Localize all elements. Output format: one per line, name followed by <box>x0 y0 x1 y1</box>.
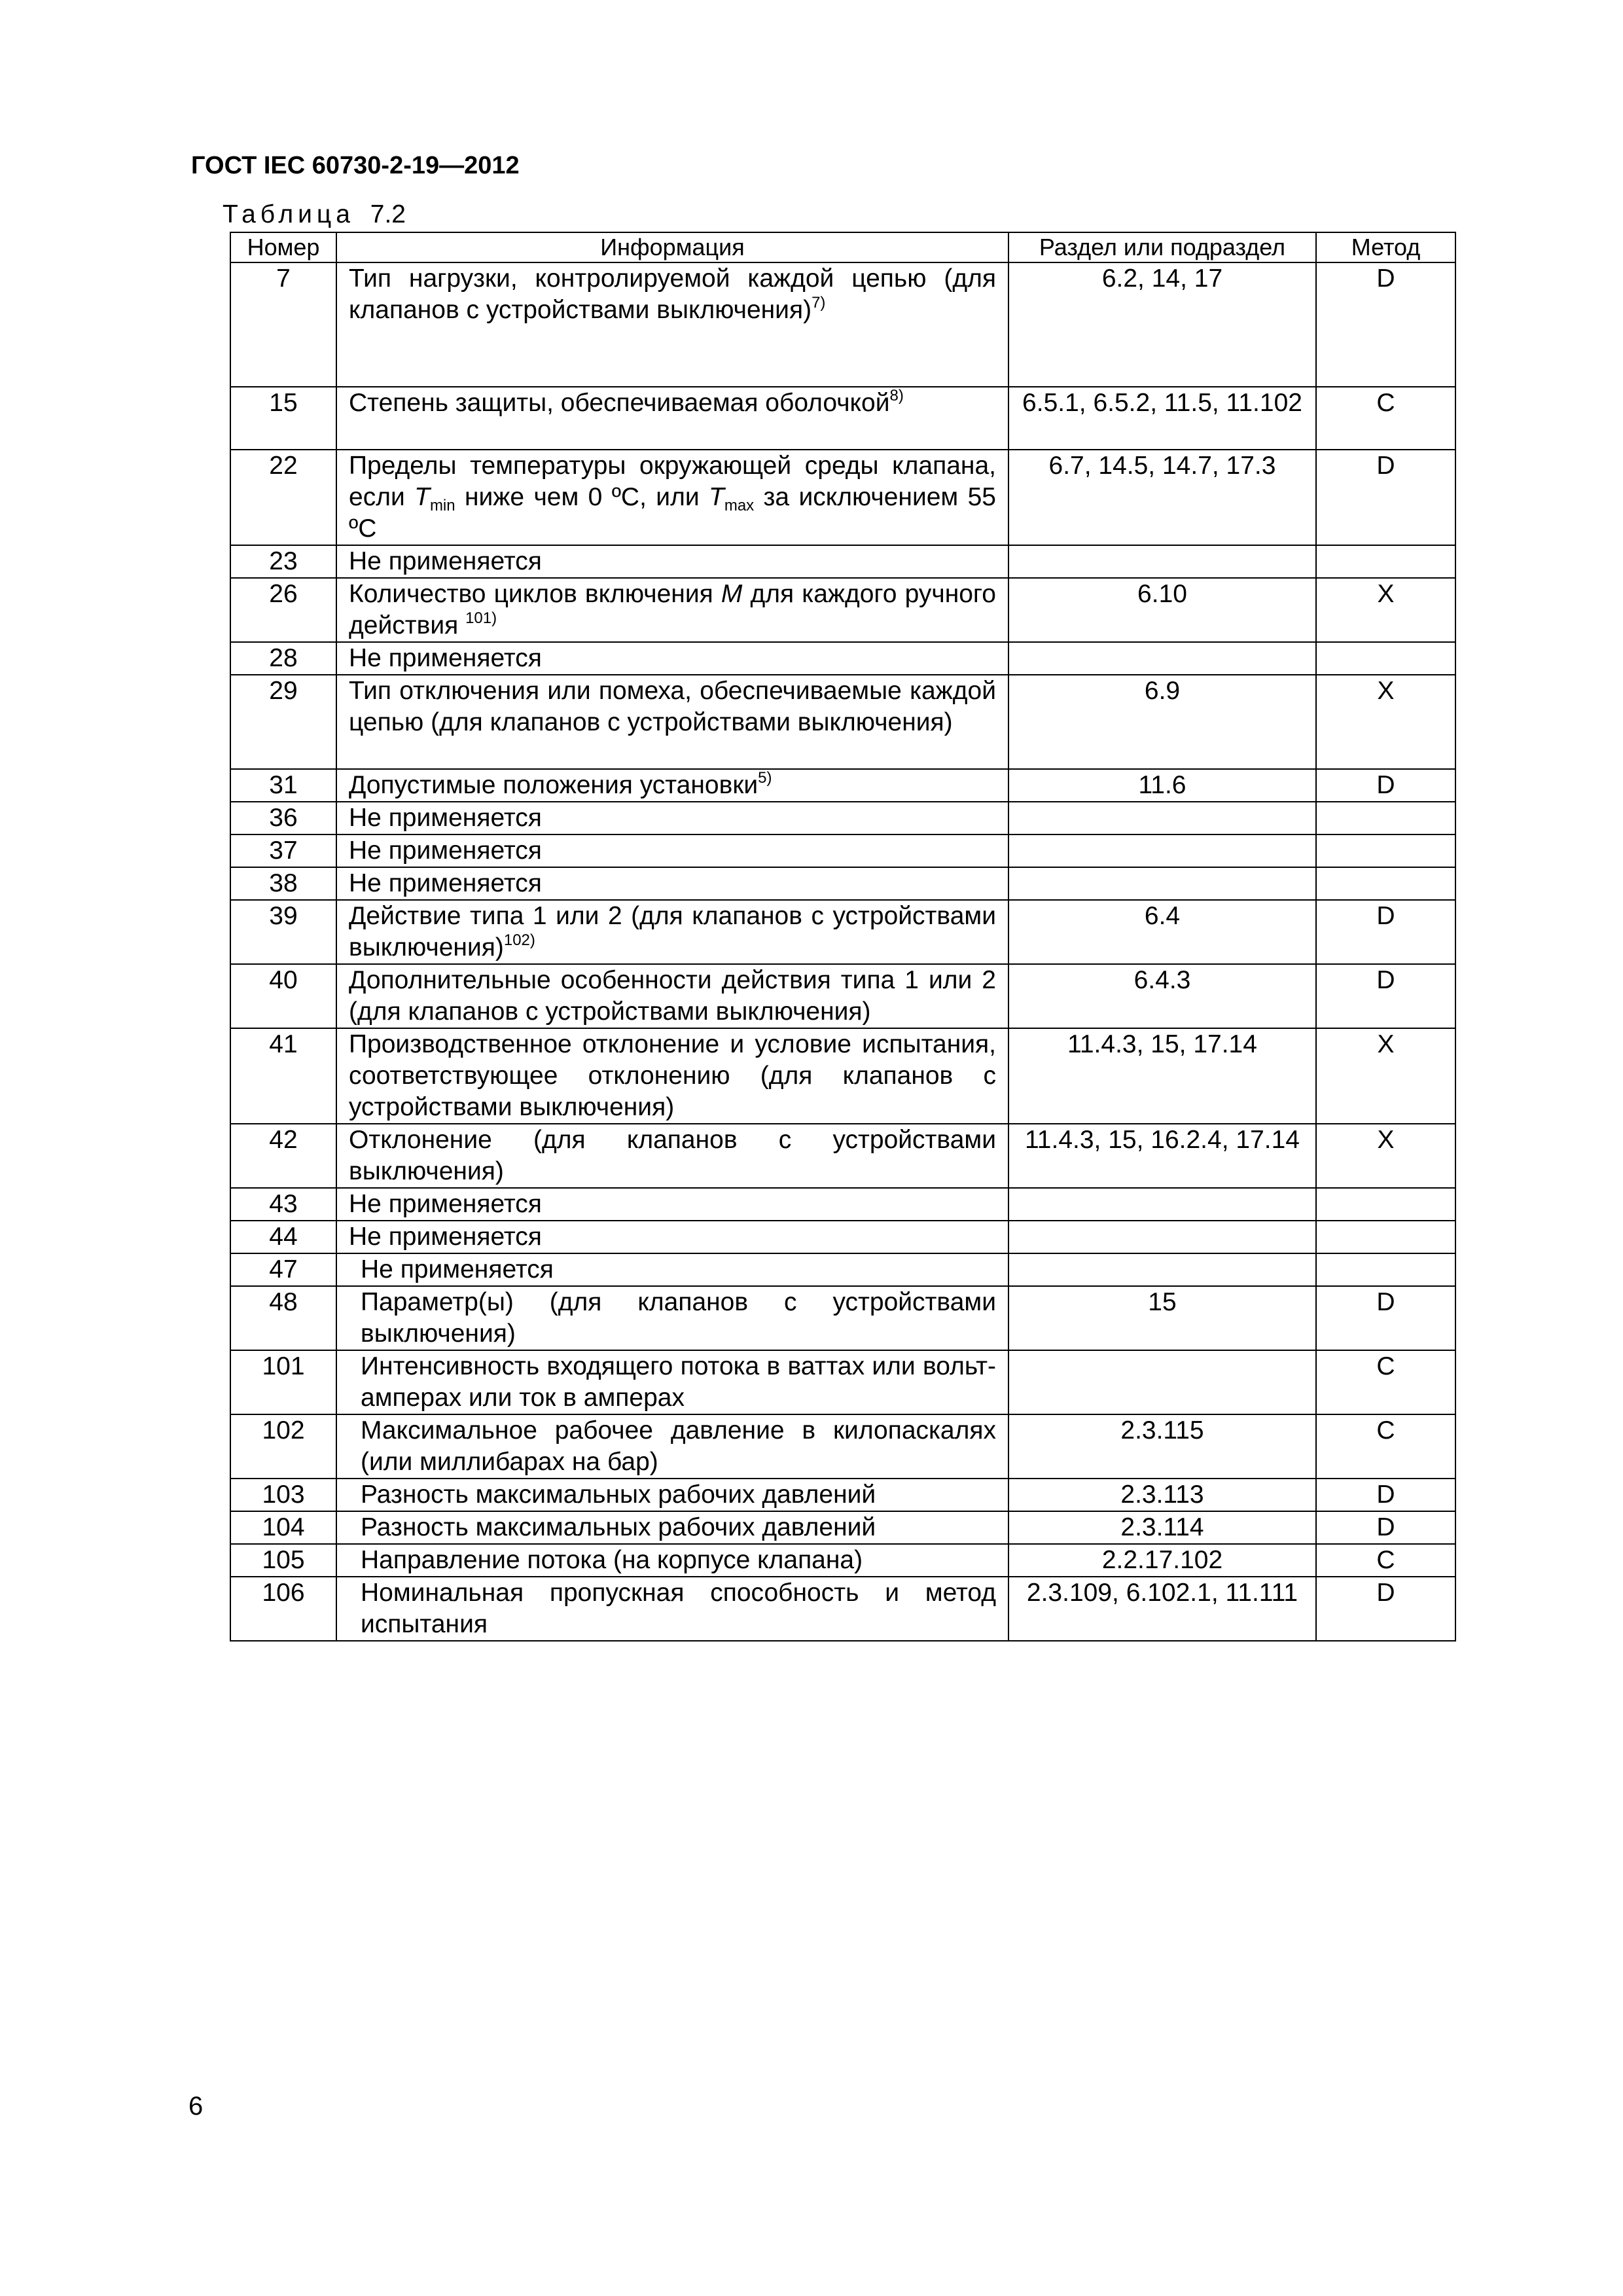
row-information-cell <box>336 450 1008 545</box>
row-method-cell <box>1316 642 1455 675</box>
info-text: Производственное отклонение и условие испытания, соответствующее отклонению (для клапанов с устройствами выключения) <box>349 1030 996 1121</box>
row-number-cell: 101 <box>230 1350 336 1414</box>
row-number-cell: 7 <box>230 262 336 387</box>
row-section-cell <box>1008 1221 1316 1253</box>
row-method-cell: C <box>1316 1414 1455 1479</box>
italic-symbol: T <box>414 483 430 511</box>
row-number-cell: 102 <box>230 1414 336 1479</box>
row-section-cell <box>1008 802 1316 834</box>
row-method-cell <box>1316 834 1455 867</box>
table-row <box>230 387 1455 450</box>
italic-symbol: T <box>709 483 724 511</box>
row-number-cell: 38 <box>230 867 336 900</box>
column-header-information: Информация <box>336 232 1008 262</box>
row-number-cell: 23 <box>230 545 336 578</box>
footnote-ref: 102) <box>503 931 535 949</box>
info-text: Не применяется <box>349 869 542 897</box>
row-information-cell <box>336 1544 1008 1577</box>
info-text: Не применяется <box>349 1190 542 1218</box>
info-text: Не применяется <box>349 804 542 832</box>
info-text: Интенсивность входящего потока в ваттах или вольт-амперах или ток в амперах <box>361 1352 996 1412</box>
table-row <box>230 262 1455 387</box>
row-section-cell: 6.4 <box>1008 900 1316 964</box>
table-row <box>230 675 1455 769</box>
footnote-ref: 7) <box>812 294 826 312</box>
row-information-cell <box>336 1479 1008 1511</box>
column-header-method: Метод <box>1316 232 1455 262</box>
row-section-cell: 2.3.113 <box>1008 1479 1316 1511</box>
row-section-cell <box>1008 867 1316 900</box>
row-number-cell: 41 <box>230 1028 336 1124</box>
row-method-cell <box>1316 867 1455 900</box>
row-information-cell <box>336 1028 1008 1124</box>
row-information-cell <box>336 1286 1008 1350</box>
row-section-cell <box>1008 834 1316 867</box>
table-row <box>230 450 1455 545</box>
document-header: ГОСТ IEC 60730-2-19—2012 <box>191 152 520 179</box>
info-text: Тип отключения или помеха, обеспечиваемые каждой цепью (для клапанов с устройствами выключения) <box>349 677 996 736</box>
table-row <box>230 964 1455 1028</box>
row-information-cell <box>336 867 1008 900</box>
table-row <box>230 834 1455 867</box>
row-information-cell <box>336 578 1008 642</box>
row-section-cell: 6.9 <box>1008 675 1316 769</box>
row-section-cell: 15 <box>1008 1286 1316 1350</box>
table-row <box>230 1028 1455 1124</box>
row-method-cell: C <box>1316 387 1455 450</box>
info-text: Тип нагрузки, контролируемой каждой цепью (для клапанов с устройствами выключения) <box>349 264 996 324</box>
info-text: Не применяется <box>349 836 542 865</box>
row-number-cell: 29 <box>230 675 336 769</box>
row-section-cell: 2.2.17.102 <box>1008 1544 1316 1577</box>
row-number-cell: 43 <box>230 1188 336 1221</box>
row-method-cell: X <box>1316 578 1455 642</box>
row-number-cell: 28 <box>230 642 336 675</box>
footnote-ref: 101) <box>465 609 497 627</box>
info-text: ниже чем 0 ºC, или <box>455 483 709 511</box>
row-information-cell <box>336 834 1008 867</box>
row-section-cell: 6.2, 14, 17 <box>1008 262 1316 387</box>
table-caption-label: Таблица <box>223 200 355 228</box>
row-method-cell: C <box>1316 1350 1455 1414</box>
italic-symbol: M <box>721 580 743 608</box>
info-text: Разность максимальных рабочих давлений <box>361 1513 876 1541</box>
row-method-cell <box>1316 1188 1455 1221</box>
row-number-cell: 22 <box>230 450 336 545</box>
table-row <box>230 1414 1455 1479</box>
row-method-cell: X <box>1316 1124 1455 1188</box>
row-method-cell: D <box>1316 450 1455 545</box>
row-method-cell: X <box>1316 675 1455 769</box>
table-container <box>230 232 1456 1641</box>
subscript: max <box>724 497 755 514</box>
row-method-cell: D <box>1316 769 1455 802</box>
row-number-cell: 105 <box>230 1544 336 1577</box>
row-method-cell <box>1316 1253 1455 1286</box>
row-number-cell: 44 <box>230 1221 336 1253</box>
info-text: Отклонение (для клапанов с устройствами выключения) <box>349 1126 996 1185</box>
table-row <box>230 802 1455 834</box>
footnote-ref: 5) <box>758 769 772 787</box>
info-text: Максимальное рабочее давление в килопаскалях (или миллибарах на бар) <box>361 1416 996 1476</box>
table-row <box>230 545 1455 578</box>
row-information-cell <box>336 1350 1008 1414</box>
row-section-cell: 6.4.3 <box>1008 964 1316 1028</box>
row-information-cell <box>336 1253 1008 1286</box>
row-method-cell: D <box>1316 900 1455 964</box>
row-section-cell: 11.6 <box>1008 769 1316 802</box>
row-number-cell: 103 <box>230 1479 336 1511</box>
info-text: Количество циклов включения <box>349 580 721 608</box>
info-text: Пределы температуры окружающей среды клапана, если <box>349 452 996 511</box>
row-method-cell <box>1316 545 1455 578</box>
row-information-cell <box>336 262 1008 387</box>
table-row <box>230 1577 1455 1641</box>
row-information-cell <box>336 1124 1008 1188</box>
row-section-cell: 2.3.115 <box>1008 1414 1316 1479</box>
row-section-cell: 2.3.114 <box>1008 1511 1316 1544</box>
row-number-cell: 48 <box>230 1286 336 1350</box>
row-section-cell <box>1008 545 1316 578</box>
row-number-cell: 106 <box>230 1577 336 1641</box>
row-information-cell <box>336 675 1008 769</box>
row-section-cell: 6.5.1, 6.5.2, 11.5, 11.102 <box>1008 387 1316 450</box>
row-method-cell: D <box>1316 262 1455 387</box>
row-number-cell: 40 <box>230 964 336 1028</box>
row-method-cell: D <box>1316 1479 1455 1511</box>
row-information-cell <box>336 964 1008 1028</box>
info-text: Не применяется <box>361 1255 554 1283</box>
row-number-cell: 26 <box>230 578 336 642</box>
row-section-cell: 6.7, 14.5, 14.7, 17.3 <box>1008 450 1316 545</box>
table-row <box>230 1350 1455 1414</box>
info-text: Действие типа 1 или 2 (для клапанов с устройствами выключения) <box>349 902 996 961</box>
row-number-cell: 104 <box>230 1511 336 1544</box>
row-number-cell: 39 <box>230 900 336 964</box>
row-number-cell: 31 <box>230 769 336 802</box>
info-text: Дополнительные особенности действия типа 1 или 2 (для клапанов с устройствами выключения) <box>349 966 996 1026</box>
table-row <box>230 642 1455 675</box>
info-text: для каждого ручного действия <box>349 580 996 639</box>
info-text: за исключением 55 ºC <box>349 483 996 543</box>
row-section-cell <box>1008 642 1316 675</box>
row-method-cell: D <box>1316 1577 1455 1641</box>
row-method-cell: D <box>1316 964 1455 1028</box>
row-information-cell <box>336 545 1008 578</box>
row-section-cell <box>1008 1253 1316 1286</box>
row-information-cell <box>336 1414 1008 1479</box>
row-section-cell: 11.4.3, 15, 17.14 <box>1008 1028 1316 1124</box>
info-text: Параметр(ы) (для клапанов с устройствами выключения) <box>361 1288 996 1348</box>
info-text: Не применяется <box>349 1223 542 1251</box>
row-information-cell <box>336 1221 1008 1253</box>
table-caption <box>223 200 406 229</box>
info-text: Степень защиты, обеспечиваемая оболочкой <box>349 389 890 417</box>
info-text: Направление потока (на корпусе клапана) <box>361 1546 863 1574</box>
info-text: Номинальная пропускная способность и метод испытания <box>361 1579 996 1638</box>
table-caption-number: 7.2 <box>370 200 406 228</box>
row-information-cell <box>336 1188 1008 1221</box>
info-text: Допустимые положения установки <box>349 771 758 799</box>
row-method-cell <box>1316 802 1455 834</box>
row-method-cell: C <box>1316 1544 1455 1577</box>
row-section-cell <box>1008 1188 1316 1221</box>
row-method-cell: X <box>1316 1028 1455 1124</box>
row-information-cell <box>336 802 1008 834</box>
table-row <box>230 1544 1455 1577</box>
table-row <box>230 1188 1455 1221</box>
row-method-cell <box>1316 1221 1455 1253</box>
row-section-cell: 11.4.3, 15, 16.2.4, 17.14 <box>1008 1124 1316 1188</box>
info-text: Не применяется <box>349 644 542 672</box>
table-row <box>230 578 1455 642</box>
information-table <box>230 232 1456 1641</box>
table-row <box>230 867 1455 900</box>
row-number-cell: 36 <box>230 802 336 834</box>
table-row <box>230 1286 1455 1350</box>
table-body <box>230 262 1455 1641</box>
footnote-ref: 8) <box>889 387 904 404</box>
row-information-cell <box>336 1577 1008 1641</box>
table-row <box>230 1511 1455 1544</box>
row-information-cell <box>336 387 1008 450</box>
table-row <box>230 769 1455 802</box>
row-information-cell <box>336 642 1008 675</box>
row-information-cell <box>336 1511 1008 1544</box>
row-method-cell: D <box>1316 1286 1455 1350</box>
row-section-cell <box>1008 1350 1316 1414</box>
row-number-cell: 42 <box>230 1124 336 1188</box>
row-method-cell: D <box>1316 1511 1455 1544</box>
column-header-section: Раздел или подраздел <box>1008 232 1316 262</box>
column-header-number: Номер <box>230 232 336 262</box>
row-number-cell: 37 <box>230 834 336 867</box>
row-number-cell: 15 <box>230 387 336 450</box>
table-row <box>230 1253 1455 1286</box>
row-information-cell <box>336 769 1008 802</box>
table-row <box>230 1124 1455 1188</box>
row-number-cell: 47 <box>230 1253 336 1286</box>
table-row <box>230 900 1455 964</box>
table-header-row <box>230 232 1455 262</box>
row-section-cell: 2.3.109, 6.102.1, 11.111 <box>1008 1577 1316 1641</box>
subscript: min <box>429 497 455 514</box>
row-section-cell: 6.10 <box>1008 578 1316 642</box>
info-text: Не применяется <box>349 547 542 575</box>
table-row <box>230 1221 1455 1253</box>
row-information-cell <box>336 900 1008 964</box>
table-row <box>230 1479 1455 1511</box>
info-text: Разность максимальных рабочих давлений <box>361 1480 876 1509</box>
page-number: 6 <box>188 2092 204 2121</box>
